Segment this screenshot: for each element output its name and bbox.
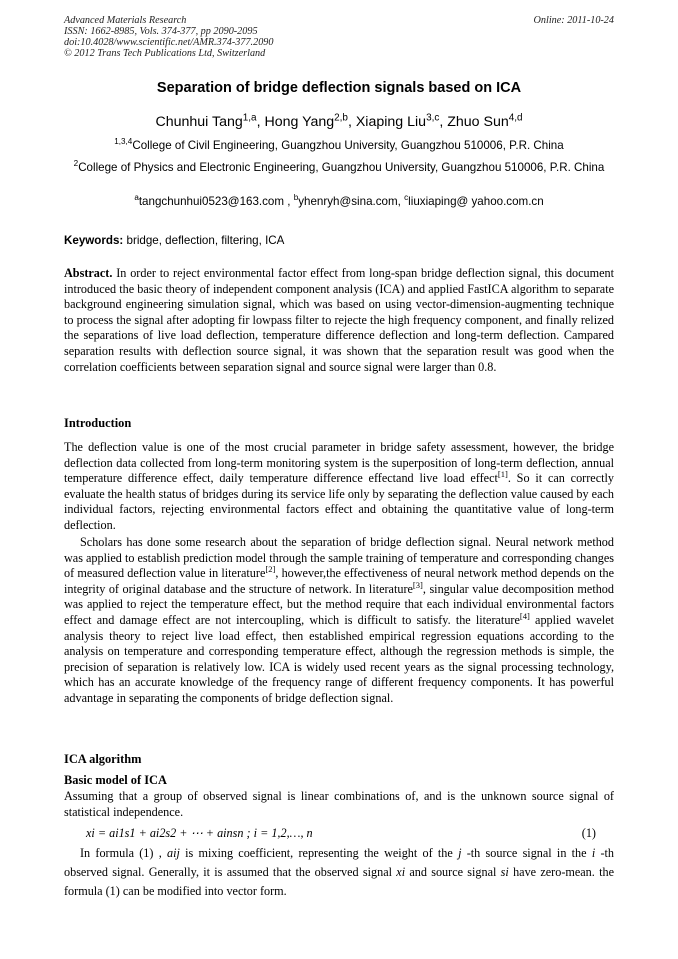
paragraph-text: , however,the effectiveness of neural network method depends on the integrity of original database and the structure of network. In literature: [64, 566, 614, 596]
paragraph-text: is mixing coefficient, representing the weight of the: [179, 846, 459, 860]
keywords-text: bridge, deflection, filtering, ICA: [126, 234, 285, 247]
author-superscript: 2,b: [334, 112, 348, 124]
section-heading-ica: ICA algorithm: [64, 752, 142, 766]
intro-paragraph-2: [64, 535, 614, 707]
math-symbol: j: [458, 846, 462, 860]
affiliation-superscript: 2: [73, 159, 79, 169]
abstract-paragraph: [64, 266, 614, 375]
math-symbol: aij: [167, 846, 180, 860]
email-superscript: b: [293, 193, 299, 203]
author-name: Hong Yang: [264, 114, 335, 130]
paragraph-text: , singular value decomposition method was applied to reject the temperature effect, but the method require that each individual environmental factors effect and damage effect are not intercoupling, which is difficult to satisfy. the literature: [64, 581, 614, 627]
paragraph-text: -th source signal in the: [461, 846, 592, 860]
paper-title: Separation of bridge deflection signals based on ICA: [156, 80, 522, 96]
publication-info: [64, 15, 273, 59]
paragraph-text: -th observed signal. Generally, it is assumed that the observed signal: [64, 846, 614, 879]
formula-1: xi = ai1s1 + ai2s2 + ⋯ + ainsn ; i = 1,2,…, n: [86, 826, 313, 840]
doi-line: doi:10.4028/www.scientific.net/AMR.374-377.2090: [64, 37, 274, 48]
email-line: $^a$tangchunhui0523@163.com , $^b$yhenryh@sina.com, $^c$liuxiaping@ yahoo.com.cn: [134, 193, 544, 208]
citation-ref: [2]: [265, 564, 276, 575]
intro-paragraph-1: [64, 440, 614, 534]
keywords-line: [64, 234, 284, 247]
abstract-text: In order to reject environmental factor effect from long-span bridge deflection signal, this document introduced the basic theory of independent component analysis (ICA) and applied FastICA algorithm to separate background engineering simulation signal, which was based on using vector-dimension-augmenting technique to process the signal after adopting fir lowpass filter to rejecte the high frequency component, and finally relized the separations of live load deflection, temperature difference deflection and long-term deflection. Campared separation results with deflection source signal, it was shown that the separation result was good when the correlation coefficients between separation signal and source signal were larger than 0.8.: [64, 266, 615, 374]
author-superscript: 1,a: [242, 112, 257, 124]
paragraph-text: . So it can correctly evaluate the health status of bridges during its service life only by separating the deflection value caused by each individual factors, rejecting environmental factors effect and obtaining the quantitative value of long-term deflection.: [64, 471, 614, 532]
paragraph-text: In formula (1) ,: [80, 846, 167, 860]
email-address: liuxiaping@ yahoo.com.cn: [408, 195, 544, 208]
keywords-label: Keywords:: [64, 234, 124, 247]
author-name: Xiaping Liu: [355, 114, 427, 130]
journal-name: Advanced Materials Research: [64, 15, 187, 26]
affiliation-text: College of Physics and Electronic Engineering, Guangzhou University, Guangzhou 510006, P.R. China: [78, 161, 605, 174]
math-symbol: i: [591, 846, 596, 860]
affiliation-1: [0, 139, 678, 153]
author-list: Chunhui Tang$^{1,a}$, Hong Yang$^{2,b}$, Xiaping Liu$^{3,c}$, Zhuo Sun$^{4,d}$: [155, 112, 523, 130]
affiliation-text: College of Civil Engineering, Guangzhou University, Guangzhou 510006, P.R. China: [132, 139, 564, 152]
math-symbol: si: [500, 865, 509, 879]
ica-paragraph-1: Assuming that a group of observed signal is linear combinations of, and is the unknown source signal of statistical independence.: [64, 789, 614, 819]
affiliation-2: [60, 161, 618, 175]
author-superscript: 4,d: [508, 112, 523, 124]
paragraph-text: Scholars has done some research about the separation of bridge deflection signal. Neural network method was applied to establish prediction model through the sample training of temperature and corresponding changes of measured deflection value in literature: [64, 535, 614, 581]
paragraph-text: and source signal: [405, 865, 501, 879]
paragraph-text: The deflection value is one of the most crucial parameter in bridge safety assessment, however, the bridge deflection data collected from long-term monitoring system is the superposition of long-term deflection, annual temperature difference effect, daily temperature difference effectand live load effect: [64, 440, 614, 486]
email-address: tangchunhui0523@163.com: [138, 195, 285, 208]
subsection-heading-basic-model: Basic model of ICA: [64, 773, 167, 787]
author-name: Chunhui Tang: [155, 114, 243, 130]
online-date: Online: 2011-10-24: [533, 15, 614, 26]
ica-paragraph-2: [64, 844, 614, 901]
email-superscript: c: [404, 193, 409, 203]
paragraph-text: applied wavelet analysis theory to reject live load effect, then established empirical regression equations according to the analysis on temperature and corresponding temperature effect, although the regression methods is simple, the precision of separation is relatively low. ICA is widely used recent years as the signal processing technology, which has an accurate knowledge of the frequency range of different frequency components. It has powerful advantage in separating the components of bridge deflection signal.: [64, 612, 614, 705]
section-heading-introduction: Introduction: [64, 416, 132, 430]
copyright-line: © 2012 Trans Tech Publications Ltd, Switzerland: [64, 48, 266, 59]
paragraph-text: have zero-mean. the formula (1) can be modified into vector form.: [64, 865, 614, 898]
citation-ref: [3]: [412, 579, 423, 590]
email-address: yhenryh@sina.com: [298, 195, 398, 208]
affiliation-superscript: 1,3,4: [114, 137, 133, 147]
email-superscript: a: [134, 193, 139, 203]
author-name: Zhuo Sun: [447, 114, 509, 130]
citation-ref: [1]: [497, 469, 508, 480]
formula-number: (1): [581, 826, 596, 840]
author-superscript: 3,c: [426, 112, 440, 124]
citation-ref: [4]: [519, 610, 530, 621]
math-symbol: xi: [396, 865, 406, 879]
abstract-label: Abstract.: [64, 266, 113, 280]
issn-line: ISSN: 1662-8985, Vols. 374-377, pp 2090-2095: [64, 26, 258, 37]
